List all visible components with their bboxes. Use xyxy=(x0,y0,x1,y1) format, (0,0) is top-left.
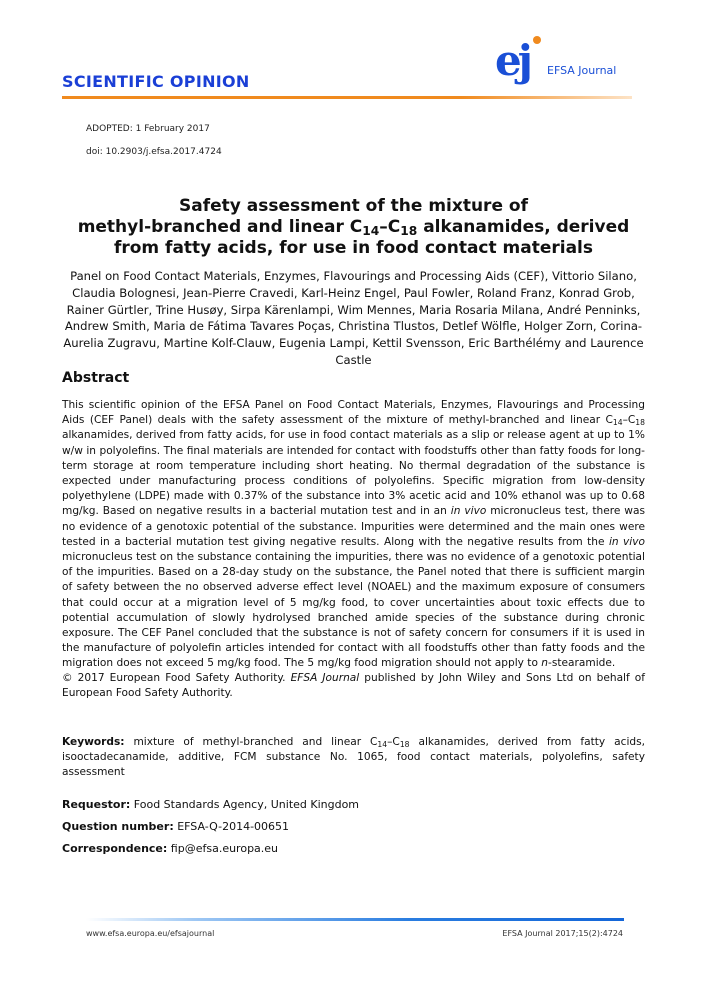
text-segment: © 2017 European Food Safety Authority. xyxy=(62,672,291,684)
text-segment: micronucleus test on the substance containing the impurities, there was no evidence of a genotoxic potential of the impurities. Based on a 28-day study on the substance, the Panel noted that there is sufficient margin of safety between the no observed adverse effect level (NOAEL) and the maximum exposure of consumers that could occur at a migration level of 5 mg/kg food, to cover uncertainties about toxic effects due to potential accumulation of slowly hydrolysed branched amide species of the substance during chronic exposure. The CEF Panel concluded that the substance is not of safety concern for consumers if it is used in the manufacture of polyolefin articles intended for contact with all foodstuffs other than fatty foods and the migration does not exceed 5 mg/kg food. The 5 mg/kg food migration should not apply to xyxy=(62,551,645,670)
text-segment: alkanamides, derived from fatty acids, isooctadecanamide, additive, FCM substance No. 1065, food contact materials, polyolefins, safety assessment xyxy=(62,736,645,779)
author-list: Panel on Food Contact Materials, Enzymes, Flavourings and Processing Aids (CEF), Vittorio Silano, Claudia Bolognesi, Jean-Pierre Cravedi, Karl-Heinz Engel, Paul Fowler, Roland Franz, Konrad Grob, Rainer Gürtler, Trine Husøy, Sirpa Kärenlampi, Wim Mennes, Maria Rosaria Milana, André Penninks, Andrew Smith, Maria de Fátima Tavares Poças, Christina Tlustos, Detlef Wölfle, Holger Zorn, Corina-Aurelia Zugravu, Martine Kolf-Clauw, Eugenia Lampi, Kettil Svensson, Eric Barthélémy and Laurence Castle xyxy=(63,269,644,367)
text-segment: -stearamide. xyxy=(548,657,616,670)
text-segment: –C xyxy=(387,736,400,748)
text-segment: 18 xyxy=(635,418,645,428)
text-segment: alkanamides, derived from fatty acids, for use in food contact materials as a slip or release agent at up to 1% w/w in polyolefins. The final materials are intended for contact with foodstuffs other than fatty foods for long-term storage at room temperature including short heating. No thermal degradation of the substance is expected under manufacturing process conditions of polyolefins. Specific migration from low-density polyethylene (LDPE) made with 0.37% of the substance into 3% acetic acid and 10% ethanol was up to 0.68 mg/kg. Based on negative results in a bacterial mutation test and in an xyxy=(62,429,645,518)
text-segment: –C xyxy=(622,414,636,427)
text-segment: from fatty acids, for use in food contact materials xyxy=(113,238,594,258)
correspondence-email[interactable]: fip@efsa.europa.eu xyxy=(167,842,279,855)
section-label: SCIENTIFIC OPINION xyxy=(62,72,250,91)
text-segment: methyl-branched and linear C xyxy=(77,217,363,237)
text-segment: Safety assessment of the mixture of xyxy=(179,196,528,216)
correspondence xyxy=(62,842,278,855)
header-divider xyxy=(62,96,632,99)
requestor xyxy=(62,798,359,811)
text-segment: 18 xyxy=(400,224,418,239)
text-segment: –C xyxy=(379,217,401,237)
question-value: EFSA-Q-2014-00651 xyxy=(173,820,290,833)
text-segment: in vivo xyxy=(450,505,487,518)
footer-citation: EFSA Journal 2017;15(2):4724 xyxy=(502,929,623,938)
footer-divider xyxy=(86,918,624,921)
logo-text: EFSA Journal xyxy=(547,64,617,77)
footer-url[interactable]: www.efsa.europa.eu/efsajournal xyxy=(86,929,215,938)
efsa-journal-logo xyxy=(495,28,635,88)
abstract-text xyxy=(62,398,645,672)
text-segment: n xyxy=(541,657,549,670)
question-number xyxy=(62,820,289,833)
requestor-label: Requestor: xyxy=(62,798,131,811)
copyright-notice xyxy=(62,671,645,701)
question-label: Question number: xyxy=(62,820,174,833)
paper-title xyxy=(60,196,647,259)
text-segment: mixture of methyl-branched and linear C xyxy=(124,736,378,748)
correspondence-label: Correspondence: xyxy=(62,842,168,855)
doi[interactable]: doi: 10.2903/j.efsa.2017.4724 xyxy=(86,147,222,157)
text-segment: EFSA Journal xyxy=(290,672,360,684)
text-segment: micronucleus test, there was no evidence of a genotoxic potential of the substance. Impurities were determined and the main ones were tested in a bacterial mutation test giving negative results. Along with the negative results from the xyxy=(62,505,645,548)
text-segment: alkanamides, derived xyxy=(417,217,630,237)
abstract-heading: Abstract xyxy=(62,370,130,386)
text-segment: 14 xyxy=(612,418,623,428)
logo-mark: ej xyxy=(495,36,529,85)
text-segment: 14 xyxy=(362,224,380,239)
requestor-value: Food Standards Agency, United Kingdom xyxy=(130,798,360,811)
text-segment: 14 xyxy=(377,739,388,749)
adopted-date: ADOPTED: 1 February 2017 xyxy=(86,124,210,134)
text-segment: published by John Wiley and Sons Ltd on behalf of European Food Safety Authority. xyxy=(62,672,646,700)
logo-sun-icon xyxy=(533,36,541,44)
text-segment: This scientific opinion of the EFSA Panel on Food Contact Materials, Enzymes, Flavourings and Processing Aids (CEF Panel) deals with the safety assessment of the mixture of methyl-branched and linear C xyxy=(62,399,645,427)
keywords xyxy=(62,735,645,781)
text-segment: 18 xyxy=(399,739,410,749)
text-segment: Keywords: xyxy=(62,736,125,748)
text-segment: in vivo xyxy=(608,535,646,548)
